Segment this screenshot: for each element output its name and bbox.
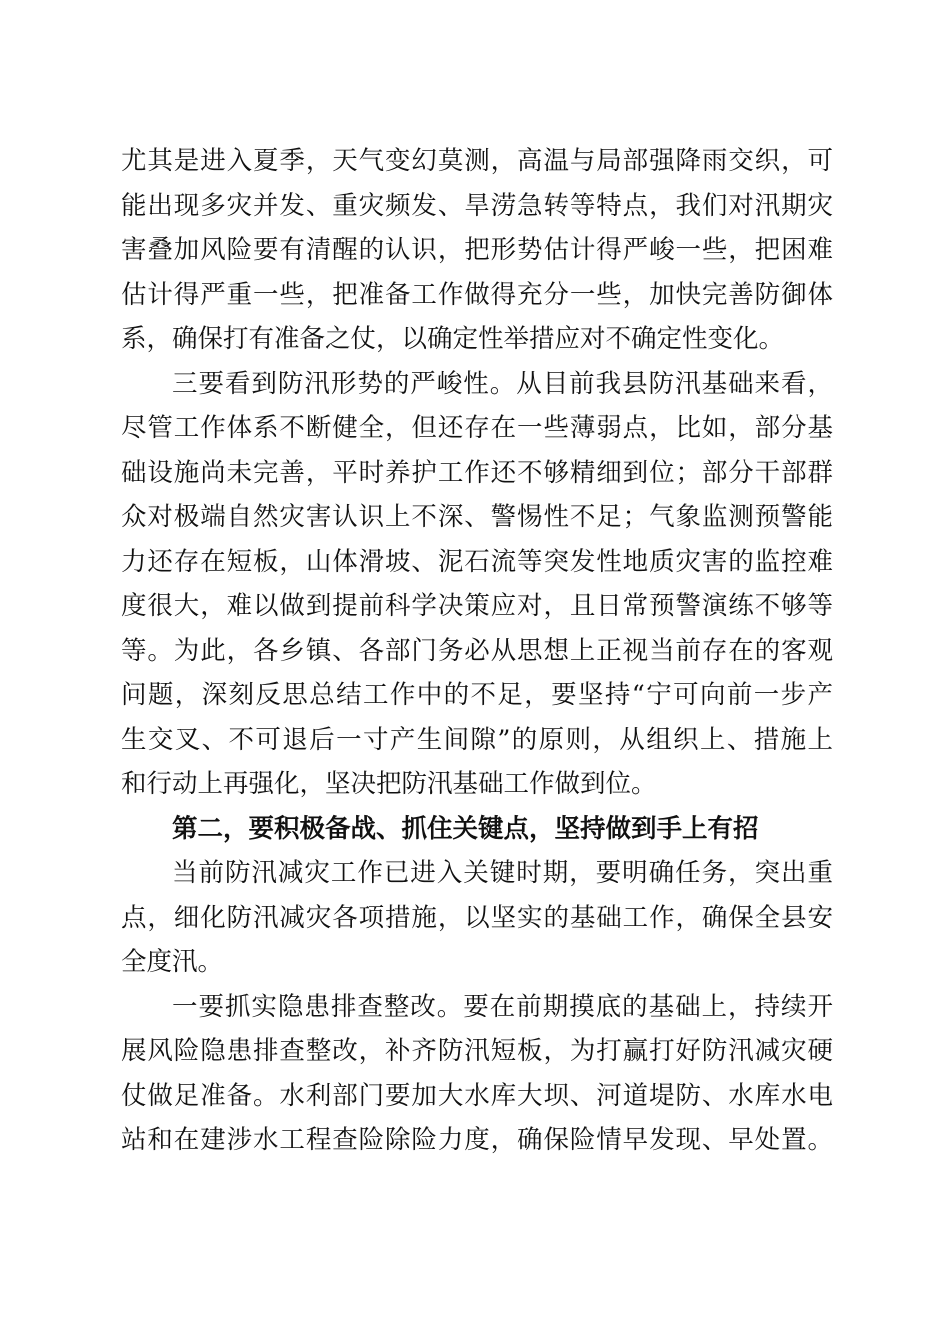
text-line: 仗做足准备。水利部门要加大水库大坝、河道堤防、水库水电 (121, 1080, 833, 1111)
text-line: 等。为此，各乡镇、各部门务必从思想上正视当前存在的客观 (121, 635, 833, 666)
text-line: 度很大，难以做到提前科学决策应对，且日常预警演练不够等 (121, 591, 833, 621)
text-line: 系，确保打有准备之仗，以确定性举措应对不确定性变化。 (121, 324, 785, 354)
text-line: 尽管工作体系不断健全，但还存在一些薄弱点，比如，部分基 (121, 413, 833, 443)
paragraph-first-line: 三要看到防汛形势的严峻性。从目前我县防汛基础来看， (172, 368, 833, 399)
paragraph-first-line: 当前防汛减灾工作已进入关键时期，要明确任务，突出重 (172, 858, 833, 888)
text-line: 展风险隐患排查整改，补齐防汛短板，为打赢打好防汛减灾硬 (121, 1036, 833, 1066)
text-line: 害叠加风险要有清醒的认识，把形势估计得严峻一些，把困难 (121, 235, 833, 265)
text-line: 力还存在短板，山体滑坡、泥石流等突发性地质灾害的监控难 (121, 546, 833, 577)
text-line: 问题，深刻反思总结工作中的不足，要坚持“宁可向前一步产 (121, 680, 833, 710)
text-line: 础设施尚未完善，平时养护工作还不够精细到位；部分干部群 (121, 457, 833, 488)
text-line: 全度汛。 (121, 947, 224, 977)
text-line: 和行动上再强化，坚决把防汛基础工作做到位。 (121, 769, 657, 799)
text-line: 生交叉、不可退后一寸产生间隙”的原则，从组织上、措施上 (121, 724, 833, 755)
text-line: 估计得严重一些，把准备工作做得充分一些，加快完善防御体 (121, 279, 833, 310)
paragraph-first-line: 一要抓实隐患排查整改。要在前期摸底的基础上，持续开 (172, 991, 833, 1022)
text-line: 能出现多灾并发、重灾频发、旱涝急转等特点，我们对汛期灾 (121, 190, 833, 221)
text-line: 众对极端自然灾害认识上不深、警惕性不足；气象监测预警能 (121, 502, 833, 532)
text-line: 点，细化防汛减灾各项措施，以坚实的基础工作，确保全县安 (121, 902, 833, 933)
text-line: 站和在建涉水工程查险除险力度，确保险情早发现、早处置。 (121, 1125, 833, 1155)
document-body (121, 139, 833, 1163)
text-line: 尤其是进入夏季，天气变幻莫测，高温与局部强降雨交织，可 (121, 146, 833, 176)
section-heading: 第二，要积极备战、抓住关键点，坚持做到手上有招 (172, 813, 759, 844)
